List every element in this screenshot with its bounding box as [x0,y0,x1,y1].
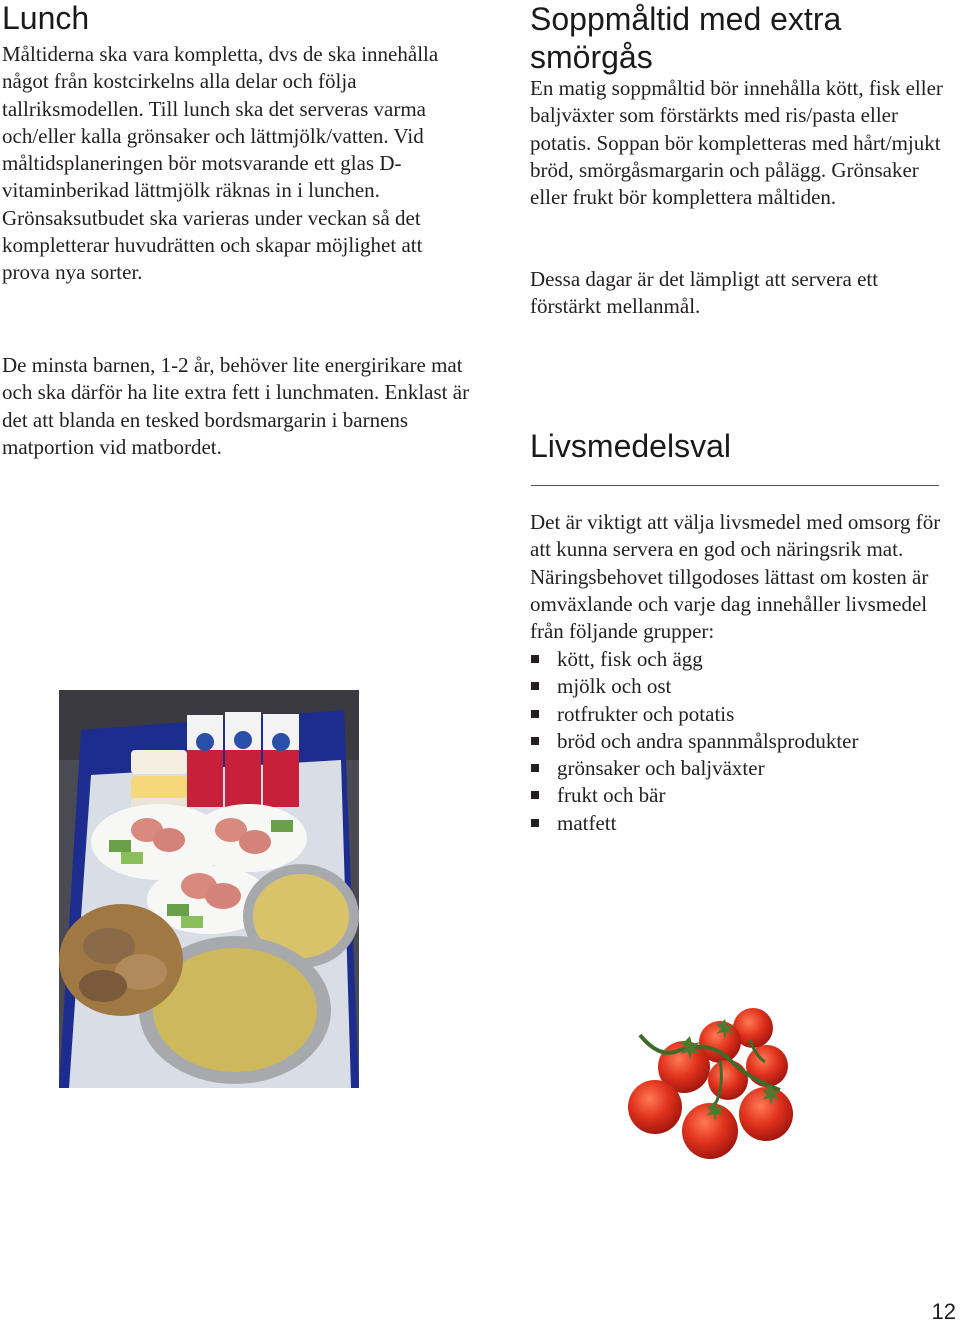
lunch-paragraph: Måltiderna ska vara kompletta, dvs de ska innehålla något från kostcirkelns alla delar och följa tallriksmodellen. Till lunch ska det serveras varma och/eller kalla grönsaker och lättmjölk/vatten. Vid måltidsplaneringen bör motsvarande ett glas D-vitaminberikad lättmjölk räknas in i lunchen. Grönsaksutbudet ska varieras under veckan så det kompletterar huvudrätten och skapar möjlighet att prova nya sorter. [2,42,439,285]
square-bullet-icon [531,791,539,799]
square-bullet-icon [531,682,539,690]
heading-underline [531,485,939,486]
food-choice-heading: Livsmedelsval [530,428,731,464]
list-item: bröd och andra spannmålsprodukter [530,728,859,755]
square-bullet-icon [531,655,539,663]
reinforced-snack-paragraph: Dessa dagar är det lämpligt att servera ett förstärkt mellanmål. [530,267,879,319]
lunch-heading: Lunch [2,0,90,36]
lunch-tray-photo [59,690,359,1088]
soup-meal-heading: Soppmåltid med extra smörgås [530,1,842,75]
food-group-list [530,646,859,837]
square-bullet-icon [531,737,539,745]
page-number: 12 [931,1299,956,1324]
list-item: rotfrukter och potatis [530,701,859,728]
list-item: grönsaker och baljväxter [530,755,859,782]
list-item: frukt och bär [530,782,859,809]
toddler-fat-paragraph: De minsta barnen, 1-2 år, behöver lite energirikare mat och ska därför ha lite extra fett i lunchmaten. Enklast är det att blanda en tesked bordsmargarin i barnens matportion vid matbordet. [2,353,470,459]
food-choice-paragraph: Det är viktigt att välja livsmedel med omsorg för att kunna servera en god och näringsrik mat. Näringsbehovet tillgodoses lättast om kosten är omväxlande och varje dag innehåller livsmedel från följande grupper: [530,510,941,644]
list-item: matfett [530,810,859,837]
soup-meal-paragraph: En matig soppmåltid bör innehålla kött, fisk eller baljväxter som förstärkts med ris/pasta eller potatis. Soppan bör kompletteras med hårt/mjukt bröd, smörgåsmargarin och pålägg. Grönsaker eller frukt bör komplettera måltiden. [530,76,943,210]
square-bullet-icon [531,819,539,827]
list-item: mjölk och ost [530,673,859,700]
square-bullet-icon [531,710,539,718]
square-bullet-icon [531,764,539,772]
tomatoes-photo [620,1000,800,1175]
list-item: kött, fisk och ägg [530,646,859,673]
